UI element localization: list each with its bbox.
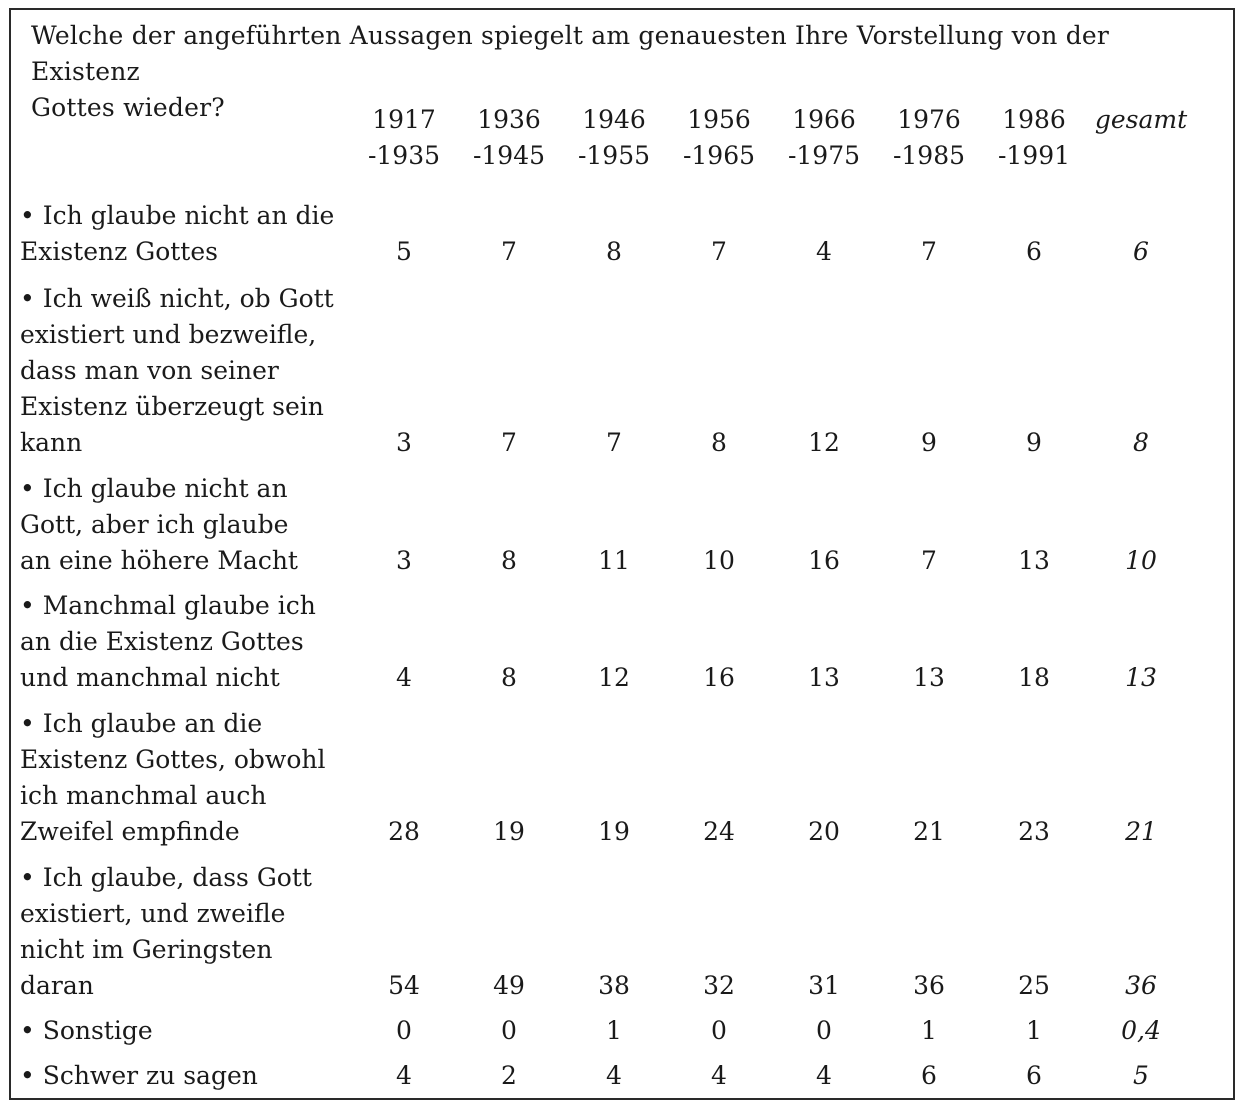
- table-cell: 49: [493, 971, 525, 1000]
- table-cell: 11: [598, 546, 630, 575]
- table-cell: 38: [598, 971, 630, 1000]
- table-cell: 7: [501, 237, 517, 266]
- table-cell: 13: [1125, 663, 1157, 692]
- column-header: [454, 102, 564, 174]
- row-label-line: dass man von seiner: [20, 356, 279, 385]
- row-label-line: und manchmal nicht: [20, 663, 280, 692]
- column-header-line: -1955: [577, 141, 651, 170]
- table-cell: 13: [913, 663, 945, 692]
- table-cell: 19: [598, 817, 630, 846]
- table-cell: 8: [501, 663, 517, 692]
- table-cell: 3: [396, 546, 412, 575]
- table-cell: 0: [396, 1016, 412, 1045]
- row-label-line: daran: [20, 971, 94, 1000]
- table-cell: 6: [1133, 237, 1149, 266]
- row-label: [20, 1013, 360, 1049]
- table-cell: 4: [711, 1061, 727, 1090]
- table-cell: 25: [1018, 971, 1050, 1000]
- table-cell: 4: [816, 237, 832, 266]
- table-cell: 13: [808, 663, 840, 692]
- row-label-line: Existenz Gottes: [20, 237, 218, 266]
- table-cell: 36: [913, 971, 945, 1000]
- row-label-line: ich manchmal auch: [20, 781, 267, 810]
- column-header-line: 1986: [1002, 105, 1066, 134]
- table-cell: 10: [703, 546, 735, 575]
- table-cell: 4: [396, 1061, 412, 1090]
- row-label-line: an eine höhere Macht: [20, 546, 298, 575]
- table-cell: 13: [1018, 546, 1050, 575]
- column-header-line: 1966: [792, 105, 856, 134]
- table-cell: 5: [1133, 1061, 1149, 1090]
- table-cell: 9: [1026, 428, 1042, 457]
- table-cell: 12: [598, 663, 630, 692]
- table-cell: 31: [808, 971, 840, 1000]
- row-label-line: kann: [20, 428, 83, 457]
- column-header: [349, 102, 459, 174]
- table-cell: 6: [921, 1061, 937, 1090]
- column-header: [1086, 102, 1196, 138]
- column-header-line: 1917: [372, 105, 436, 134]
- table-cell: 21: [913, 817, 945, 846]
- column-header-line: -1991: [997, 141, 1071, 170]
- table-cell: 19: [493, 817, 525, 846]
- table-cell: 7: [501, 428, 517, 457]
- row-label-line: Existenz überzeugt sein: [20, 392, 324, 421]
- table-cell: 12: [808, 428, 840, 457]
- column-header: [979, 102, 1089, 174]
- question-line: Gottes wieder?: [31, 93, 225, 122]
- column-header-line: -1965: [682, 141, 756, 170]
- table-cell: 32: [703, 971, 735, 1000]
- row-label-line: existiert, und zweifle: [20, 899, 286, 928]
- row-label-line: an die Existenz Gottes: [20, 627, 304, 656]
- table-cell: 6: [1026, 1061, 1042, 1090]
- row-label: [20, 198, 360, 270]
- table-cell: 1: [1026, 1016, 1042, 1045]
- row-label-line: nicht im Geringsten: [20, 935, 273, 964]
- row-label-line: existiert und bezweifle,: [20, 320, 317, 349]
- table-cell: 0: [816, 1016, 832, 1045]
- row-label-line: Zweifel empfinde: [20, 817, 240, 846]
- table-cell: 2: [501, 1061, 517, 1090]
- row-label-line: • Schwer zu sagen: [20, 1061, 258, 1090]
- row-label-line: • Ich glaube, dass Gott: [20, 863, 312, 892]
- column-header: [559, 102, 669, 174]
- table-cell: 10: [1125, 546, 1157, 575]
- row-label: [20, 706, 360, 850]
- table-cell: 8: [501, 546, 517, 575]
- row-label-line: • Sonstige: [20, 1016, 153, 1045]
- table-cell: 7: [921, 546, 937, 575]
- table-cell: 8: [606, 237, 622, 266]
- row-label-line: Existenz Gottes, obwohl: [20, 745, 326, 774]
- row-label: [20, 471, 360, 579]
- column-header-line: 1956: [687, 105, 751, 134]
- column-header-line: -1935: [367, 141, 441, 170]
- row-label-line: Gott, aber ich glaube: [20, 510, 289, 539]
- row-label: [20, 860, 360, 1004]
- table-cell: 36: [1125, 971, 1157, 1000]
- table-cell: 18: [1018, 663, 1050, 692]
- row-label-line: • Ich glaube nicht an die: [20, 201, 335, 230]
- table-cell: 0,4: [1121, 1016, 1161, 1045]
- question-line: Welche der angeführten Aussagen spiegelt am genauesten Ihre Vorstellung von der Existenz: [31, 21, 1110, 86]
- column-header: [769, 102, 879, 174]
- table-cell: 7: [921, 237, 937, 266]
- table-cell: 3: [396, 428, 412, 457]
- table-cell: 9: [921, 428, 937, 457]
- table-cell: 54: [388, 971, 420, 1000]
- row-label-line: • Ich weiß nicht, ob Gott: [20, 284, 334, 313]
- table-cell: 16: [808, 546, 840, 575]
- table-cell: 23: [1018, 817, 1050, 846]
- column-header-line: -1985: [892, 141, 966, 170]
- table-cell: 0: [501, 1016, 517, 1045]
- column-header-line: -1975: [787, 141, 861, 170]
- column-header-line: -1945: [472, 141, 546, 170]
- row-label-line: • Manchmal glaube ich: [20, 591, 316, 620]
- row-label: [20, 1058, 360, 1094]
- table-cell: 21: [1125, 817, 1157, 846]
- column-header: [874, 102, 984, 174]
- table-cell: 20: [808, 817, 840, 846]
- table-cell: 5: [396, 237, 412, 266]
- row-label-line: • Ich glaube an die: [20, 709, 263, 738]
- row-label: [20, 281, 360, 461]
- table-cell: 1: [921, 1016, 937, 1045]
- column-header-line: 1936: [477, 105, 541, 134]
- table-cell: 4: [816, 1061, 832, 1090]
- table-cell: 8: [711, 428, 727, 457]
- table-cell: 16: [703, 663, 735, 692]
- table-cell: 8: [1133, 428, 1149, 457]
- row-label: [20, 588, 360, 696]
- column-header-line: 1946: [582, 105, 646, 134]
- table-cell: 0: [711, 1016, 727, 1045]
- table-cell: 6: [1026, 237, 1042, 266]
- row-label-line: • Ich glaube nicht an: [20, 474, 288, 503]
- table-cell: 7: [606, 428, 622, 457]
- column-header-line: gesamt: [1094, 105, 1188, 134]
- column-header-line: 1976: [897, 105, 961, 134]
- table-cell: 24: [703, 817, 735, 846]
- table-cell: 7: [711, 237, 727, 266]
- table-cell: 1: [606, 1016, 622, 1045]
- table-cell: 4: [396, 663, 412, 692]
- table-cell: 4: [606, 1061, 622, 1090]
- column-header: [664, 102, 774, 174]
- table-cell: 28: [388, 817, 420, 846]
